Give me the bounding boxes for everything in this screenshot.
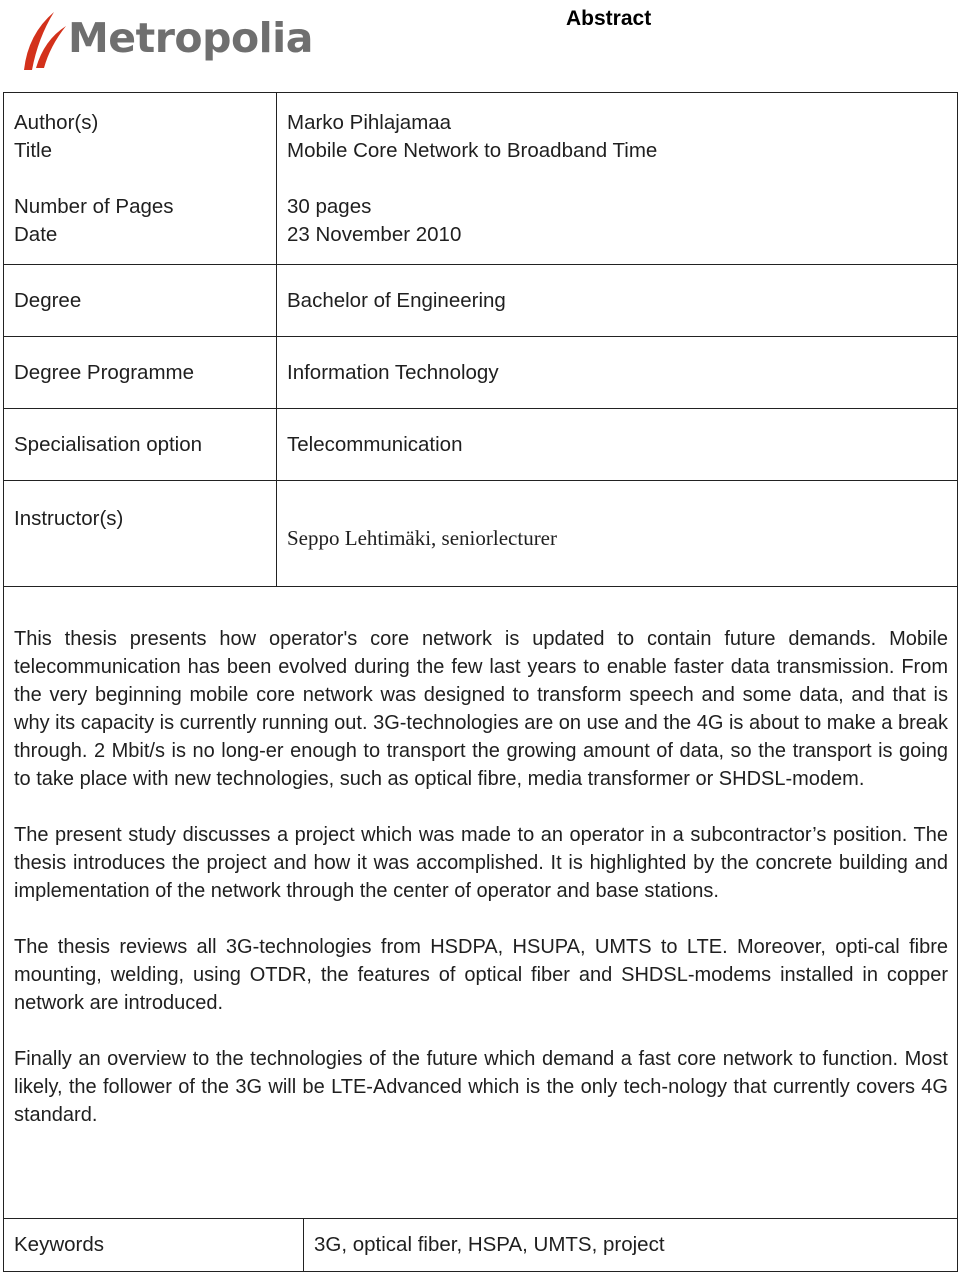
table-row [4,481,958,587]
metadata-label-cell [4,93,277,265]
metadata-value-cell [277,93,958,265]
abstract-paragraph: Finally an overview to the technologies of the future which demand a fast core network to function. Most likely, the follower of the 3G will be LTE-Advanced which is the only tech-nology that currently covers 4G standard. [14,1048,948,1126]
abstract-paragraph: The present study discusses a project which was made to an operator in a subcontractor’s position. The thesis introduces the project and how it was accomplished. It is highlighted by the concrete building and implementation of the network through the center of operator and base stations. [14,824,948,902]
table-row [4,409,958,481]
instructor-value: Seppo Lehtimäki, seniorlecturer [277,481,958,587]
table-row [4,337,958,409]
title-label: Title [14,138,52,162]
table-row [4,93,958,265]
pages-value: 30 pages [287,194,372,218]
specialisation-value: Telecommunication [277,409,958,481]
programme-value: Information Technology [277,337,958,409]
keywords-table [3,1218,958,1272]
page-title: Abstract [566,7,652,30]
keywords-label: Keywords [4,1219,304,1272]
date-label: Date [14,222,58,246]
abstract-body [3,585,958,1218]
pages-label: Number of Pages [14,194,174,218]
abstract-paragraph: The thesis reviews all 3G-technologies from HSDPA, HSUPA, UMTS to LTE. Moreover, opti-cal fibre mounting, welding, using OTDR, the features of optical fiber and SHDSL-modems installed in copper network are introduced. [14,936,948,1014]
degree-label: Degree [4,265,277,337]
author-label: Author(s) [14,110,99,134]
programme-label: Degree Programme [4,337,277,409]
title-value: Mobile Core Network to Broadband Time [287,138,658,162]
specialisation-label: Specialisation option [4,409,277,481]
degree-value: Bachelor of Engineering [277,265,958,337]
table-row [4,1219,958,1272]
metropolia-swoosh-icon [14,4,74,74]
metropolia-logo [14,4,334,74]
thesis-metadata-table [3,92,958,587]
abstract-paragraph: This thesis presents how operator's core network is updated to contain future demands. Mobile telecommunication has been evolved during the few last years to enable faster data transmission. From the very beginning mobile core network was designed to transform speech and some data, and that is why its capacity is currently running out. 3G-technologies are on use and the 4G is about to make a break through. 2 Mbit/s is no long-er enough to transport the growing amount of data, so the transport is going to take place with new technologies, such as optical fibre, media transformer or SHDSL-modem. [14,628,948,790]
instructor-label: Instructor(s) [4,481,277,587]
author-value: Marko Pihlajamaa [287,110,452,134]
table-row [4,265,958,337]
keywords-value: 3G, optical fiber, HSPA, UMTS, project [304,1219,958,1272]
date-value: 23 November 2010 [287,222,462,246]
logo-wordmark: Metropolia [68,14,313,62]
